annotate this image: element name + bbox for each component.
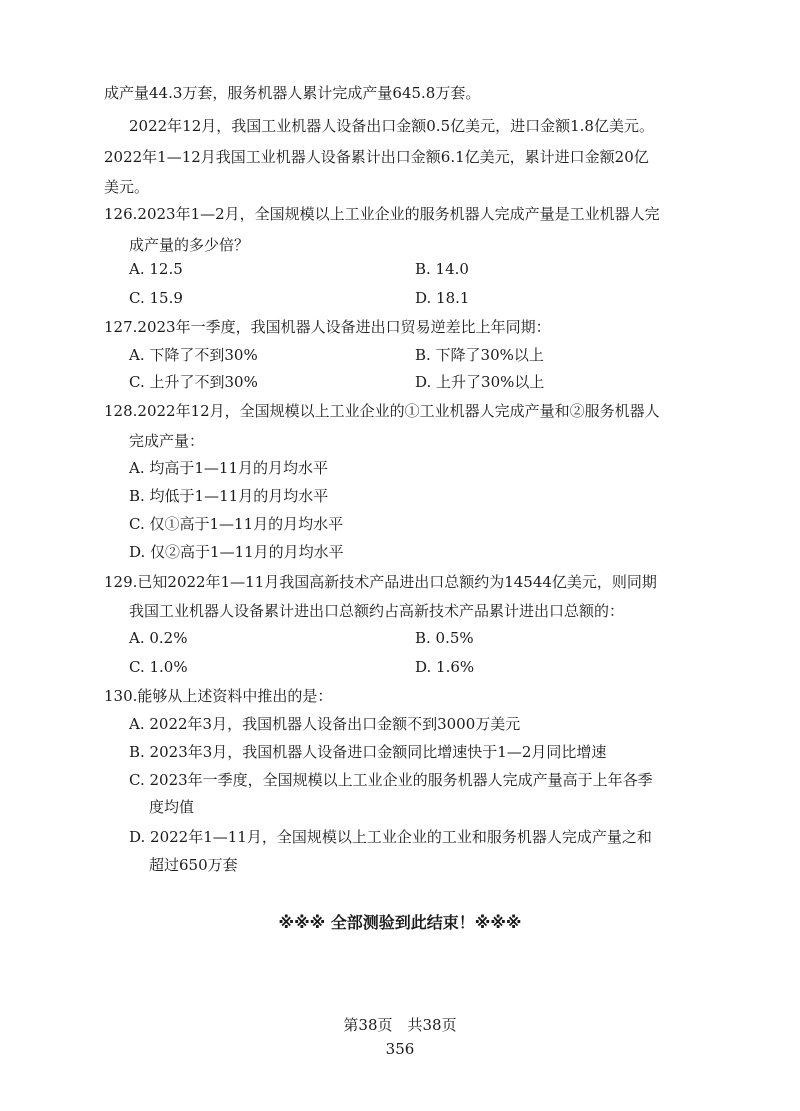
page-number: 356: [385, 1040, 415, 1058]
question-stem: 已知2022年1—11月我国高新技术产品进出口总额约为14544亿美元，则同期: [137, 573, 657, 591]
option-d[interactable]: D. 上升了30%以上: [415, 373, 545, 391]
option-d[interactable]: D. 1.6%: [415, 658, 475, 676]
option-c-cont: 度均值: [149, 798, 195, 816]
material-line-2: 2022年12月，我国工业机器人设备出口金额0.5亿美元，进口金额1.8亿美元。: [129, 117, 654, 135]
option-d[interactable]: D. 仅②高于1—11月的月均水平: [129, 543, 344, 561]
option-c[interactable]: C. 2023年一季度，全国规模以上工业企业的服务机器人完成产量高于上年各季: [129, 771, 653, 789]
option-a[interactable]: A. 0.2%: [129, 629, 188, 647]
question-stem: 2023年1—2月，全国规模以上工业企业的服务机器人完成产量是工业机器人完: [137, 205, 660, 223]
question-130: [104, 689, 332, 704]
question-number: 129.: [104, 573, 138, 591]
option-a[interactable]: A. 12.5: [129, 260, 183, 278]
question-126: [104, 207, 660, 222]
option-b[interactable]: B. 2023年3月，我国机器人设备进口金额同比增速快于1—2月同比增速: [129, 743, 607, 761]
option-b[interactable]: B. 均低于1—11月的月均水平: [129, 487, 329, 505]
question-number: 127.: [104, 318, 138, 336]
question-number: 130.: [104, 687, 138, 705]
option-c[interactable]: C. 1.0%: [129, 658, 188, 676]
question-128: [104, 404, 660, 419]
question-129-stem-cont: 我国工业机器人设备累计进出口总额约占高新技术产品累计进出口总额的：: [129, 602, 625, 620]
page-label: 第38页 共38页: [343, 1016, 457, 1034]
question-127: [104, 320, 551, 335]
question-stem: 2022年12月，全国规模以上工业企业的①工业机器人完成产量和②服务机器人: [137, 402, 660, 420]
question-number: 126.: [104, 205, 138, 223]
material-line-1: 成产量44.3万套，服务机器人累计完成产量645.8万套。: [104, 84, 481, 102]
question-128-stem-cont: 完成产量：: [129, 432, 205, 450]
material-line-4: 美元。: [104, 178, 150, 196]
material-line-3: 2022年1—12月我国工业机器人设备累计出口金额6.1亿美元，累计进口金额20亿: [104, 148, 649, 166]
option-a[interactable]: A. 2022年3月，我国机器人设备出口金额不到3000万美元: [129, 715, 521, 733]
question-number: 128.: [104, 402, 138, 420]
option-d-cont: 超过650万套: [149, 856, 238, 874]
option-c[interactable]: C. 15.9: [129, 289, 183, 307]
question-stem: 能够从上述资料中推出的是：: [137, 687, 333, 705]
option-a[interactable]: A. 下降了不到30%: [129, 346, 258, 364]
option-b[interactable]: B. 14.0: [415, 260, 469, 278]
end-notice: ※※※ 全部测验到此结束！※※※: [278, 913, 522, 932]
option-d[interactable]: D. 2022年1—11月，全国规模以上工业企业的工业和服务机器人完成产量之和: [129, 828, 652, 846]
option-c[interactable]: C. 上升了不到30%: [129, 373, 258, 391]
option-c[interactable]: C. 仅①高于1—11月的月均水平: [129, 515, 344, 533]
option-b[interactable]: B. 下降了30%以上: [415, 346, 544, 364]
question-129: [104, 575, 657, 590]
option-b[interactable]: B. 0.5%: [415, 629, 474, 647]
option-d[interactable]: D. 18.1: [415, 289, 470, 307]
option-a[interactable]: A. 均高于1—11月的月均水平: [129, 459, 328, 477]
question-stem: 2023年一季度，我国机器人设备进出口贸易逆差比上年同期：: [137, 318, 551, 336]
question-126-stem-cont: 成产量的多少倍？: [129, 236, 250, 254]
